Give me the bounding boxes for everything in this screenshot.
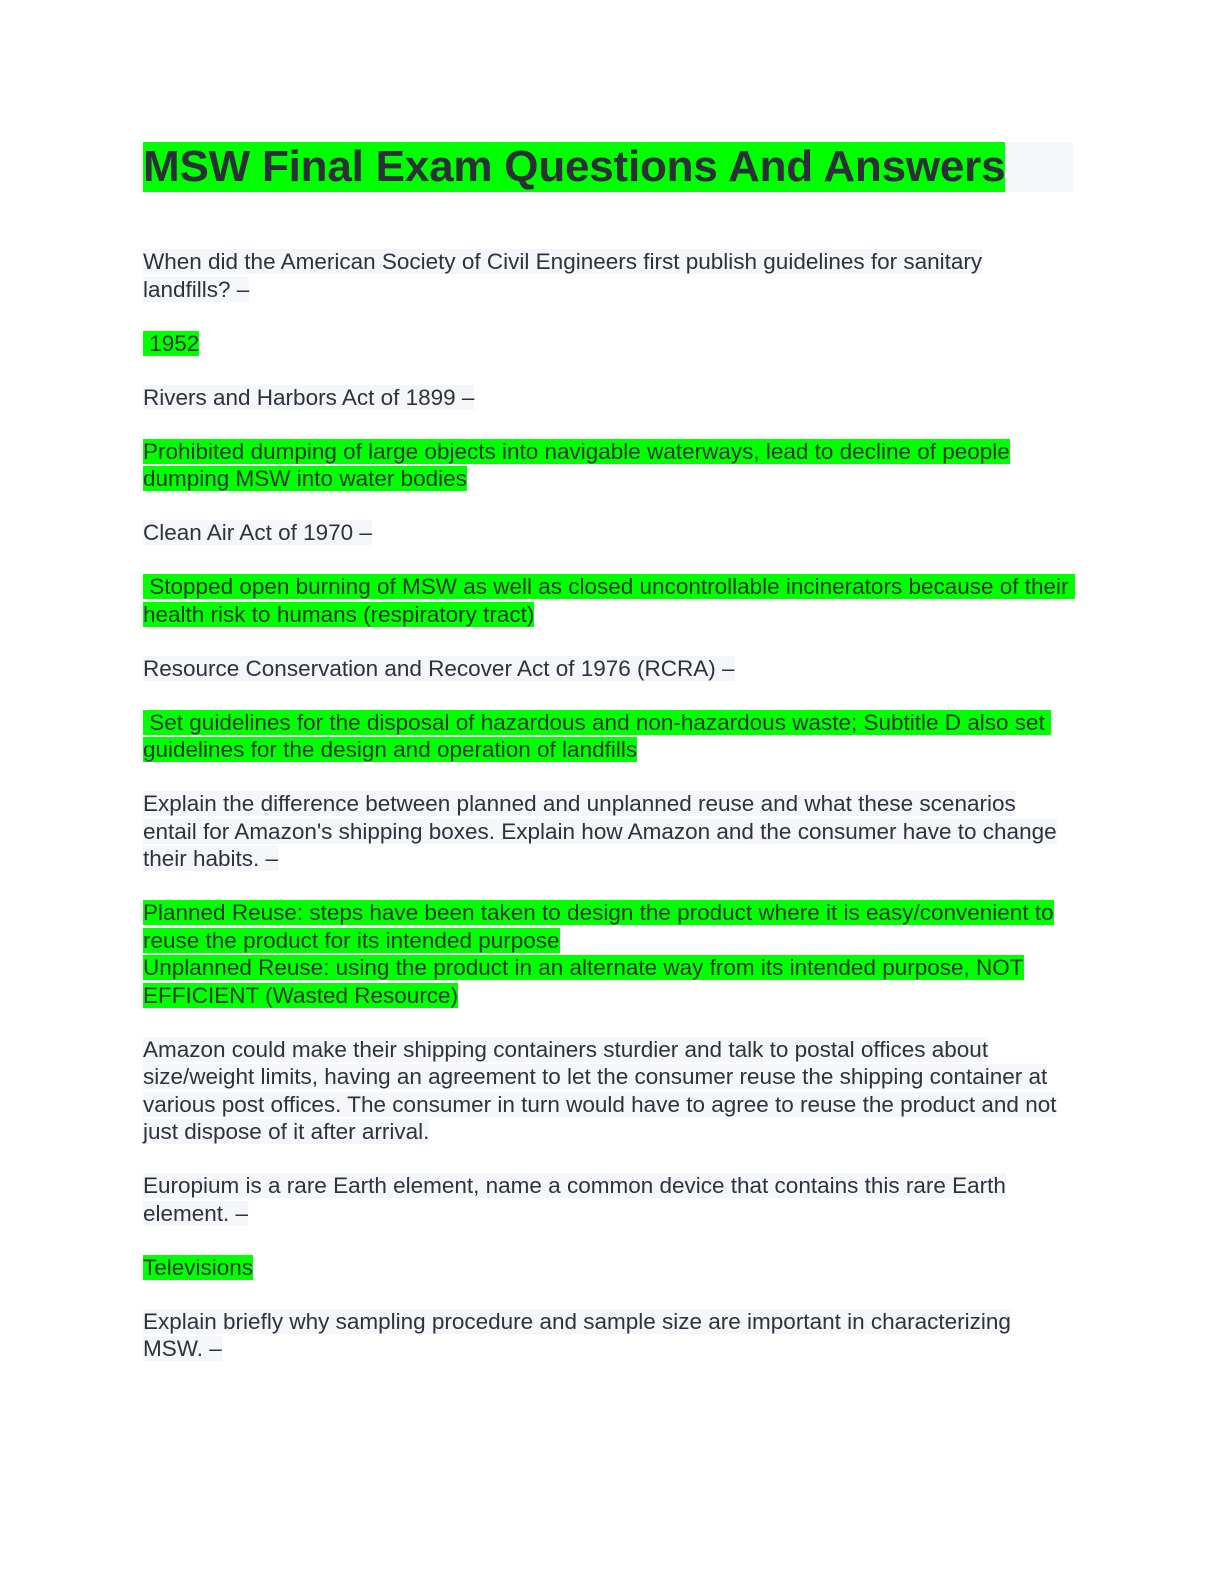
- question-rivers-harbors: [143, 384, 1073, 412]
- answer-line-planned: [143, 899, 1073, 954]
- answer-text: Stopped open burning of MSW as well as closed uncontrollable incinerators because of their health risk to humans (respiratory tract): [143, 574, 1075, 627]
- answer-text: Prohibited dumping of large objects into navigable waterways, lead to decline of people dumping MSW into water bodies: [143, 438, 1010, 491]
- question-text: Europium is a rare Earth element, name a common device that contains this rare Earth element. –: [143, 1173, 1006, 1226]
- question-text: Resource Conservation and Recover Act of 1976 (RCRA) –: [143, 655, 735, 681]
- answer-text: Televisions: [143, 1254, 254, 1280]
- answer-rcra: [143, 709, 1073, 764]
- question-rcra: [143, 655, 1073, 683]
- paragraph-amazon: [143, 1036, 1073, 1146]
- question-text: Explain briefly why sampling procedure and sample size are important in characterizing MSW. –: [143, 1308, 1011, 1361]
- question-text: When did the American Society of Civil Engineers first publish guidelines for sanitary landfills? –: [143, 249, 983, 302]
- page-title: MSW Final Exam Questions And Answers: [143, 142, 1006, 191]
- qa-list: [143, 248, 1073, 1363]
- document-page: [143, 142, 1073, 1389]
- answer-rivers-harbors: [143, 438, 1073, 493]
- answer-text: Unplanned Reuse: using the product in an alternate way from its intended purpose, NOT EFFICIENT (Wasted Resource): [143, 955, 1024, 1008]
- answer-europium: [143, 1254, 1073, 1282]
- question-sampling: [143, 1308, 1073, 1363]
- question-ascel: [143, 248, 1073, 303]
- question-text: Explain the difference between planned and unplanned reuse and what these scenarios entail for Amazon's shipping boxes. Explain how Amazon and the consumer have to change their habits. –: [143, 791, 1057, 871]
- answer-text: Planned Reuse: steps have been taken to design the product where it is easy/convenient to reuse the product for its intended purpose: [143, 900, 1054, 953]
- answer-ascel: [143, 330, 1073, 358]
- answer-clean-air: [143, 573, 1073, 628]
- title-block: [143, 142, 1073, 192]
- answer-text: 1952: [143, 330, 200, 356]
- answer-text: Set guidelines for the disposal of hazardous and non-hazardous waste; Subtitle D also set guidelines for the design and operation of landfills: [143, 709, 1052, 762]
- paragraph-text: Amazon could make their shipping containers sturdier and talk to postal offices about size/weight limits, having an agreement to let the consumer reuse the shipping container at various post offices. The consumer in turn would have to agree to reuse the product and not just dispose of it after arrival.: [143, 1036, 1057, 1144]
- answer-line-unplanned: [143, 954, 1073, 1009]
- question-europium: [143, 1172, 1073, 1227]
- question-text: Clean Air Act of 1970 –: [143, 520, 372, 545]
- question-text: Rivers and Harbors Act of 1899 –: [143, 384, 475, 410]
- answer-reuse: [143, 899, 1073, 1009]
- question-reuse: [143, 790, 1073, 873]
- question-clean-air: [143, 519, 1073, 547]
